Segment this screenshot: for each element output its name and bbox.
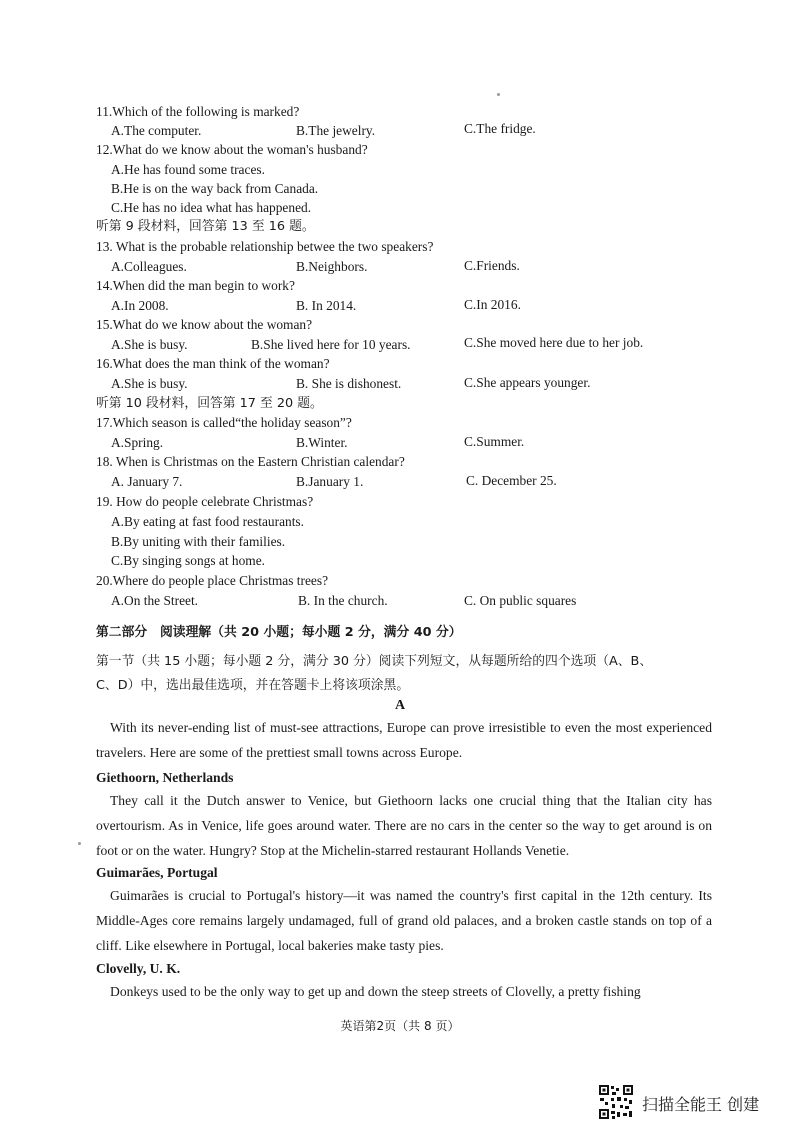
question-16: 16.What does the man think of the woman? [96,356,330,371]
town-heading-giethoorn: Giethoorn, Netherlands [96,770,234,785]
passage-guimaraes [96,883,712,958]
passage-clovelly [96,979,712,1004]
question-13: 13. What is the probable relationship betwee the two speakers? [96,239,434,254]
speck [78,842,81,845]
speck [497,93,500,96]
question-18: 18. When is Christmas on the Eastern Christian calendar? [96,454,405,469]
option-15a: A.She is busy. [111,337,188,352]
question-17: 17.Which season is called“the holiday season”? [96,415,352,430]
page-footer: 英语第2页（共 8 页） [340,1019,460,1033]
giethoorn-paragraph: They call it the Dutch answer to Venice, but Giethoorn lacks one crucial thing that the Italian city has overtourism. As in Venice, life goes around water. There are no cars in the center so the way to get around is on foot or on the water. Hungry? Stop at the Michelin-starred restaurant Hollands Venetie. [96,793,712,858]
clovelly-paragraph: Donkeys used to be the only way to get up and down the steep streets of Clovelly, a pretty fishing [110,984,641,999]
option-13c: C.Friends. [464,258,520,273]
option-19b: B.By uniting with their families. [111,534,286,549]
town-heading-clovelly: Clovelly, U. K. [96,961,181,976]
option-18c: C. December 25. [466,473,557,488]
instruction-segment-9: 听第 9 段材料，回答第 13 至 16 题。 [96,219,315,234]
option-13b: B.Neighbors. [296,259,368,274]
option-13a: A.Colleagues. [111,259,187,274]
option-14b: B. In 2014. [296,298,357,313]
qr-code-icon [598,1084,634,1120]
part-2-title: 第二部分 阅读理解（共 20 小题；每小题 2 分，满分 40 分） [96,625,462,640]
option-20c: C. On public squares [464,593,577,608]
option-14a: A.In 2008. [111,298,169,313]
instruction-segment-10: 听第 10 段材料，回答第 17 至 20 题。 [96,396,323,411]
option-14c: C.In 2016. [464,297,521,312]
section-1-instruction-line2: C、D）中，选出最佳选项，并在答题卡上将该项涂黑。 [96,678,410,693]
option-12a: A.He has found some traces. [111,162,265,177]
passage-intro [96,715,712,765]
question-19: 19. How do people celebrate Christmas? [96,494,314,509]
question-15: 15.What do we know about the woman? [96,317,313,332]
option-11c: C.The fridge. [464,121,536,136]
option-16c: C.She appears younger. [464,375,591,390]
option-18b: B.January 1. [296,474,364,489]
option-19a: A.By eating at fast food restaurants. [111,514,304,529]
option-19c: C.By singing songs at home. [111,553,265,568]
option-20b: B. In the church. [298,593,388,608]
option-18a: A. January 7. [111,474,183,489]
option-15c: C.She moved here due to her job. [464,335,644,350]
option-12c: C.He has no idea what has happened. [111,200,312,215]
option-11b: B.The jewelry. [296,123,376,138]
option-15b: B.She lived here for 10 years. [251,337,411,352]
option-12b: B.He is on the way back from Canada. [111,181,319,196]
guimaraes-paragraph: Guimarães is crucial to Portugal's history—it was named the country's first capital in the 12th century. Its Middle-Ages core remains largely undamaged, full of grand old palaces, and a broken castle stands on top of a cliff. Like elsewhere in Portugal, local bakeries make tasty pies. [96,888,712,953]
option-17b: B.Winter. [296,435,348,450]
option-11a: A.The computer. [111,123,202,138]
town-heading-guimaraes: Guimarães, Portugal [96,865,218,880]
option-16b: B. She is dishonest. [296,376,402,391]
option-20a: A.On the Street. [111,593,199,608]
intro-paragraph: With its never-ending list of must-see attractions, Europe can prove irresistible to even the most experienced travelers. Here are some of the prettiest small towns across Europe. [96,720,712,760]
section-1-instruction-line1: 第一节（共 15 小题；每小题 2 分，满分 30 分）阅读下列短文，从每题所给的四个选项（A、B、 [96,654,653,669]
option-17c: C.Summer. [464,434,525,449]
question-20: 20.Where do people place Christmas trees? [96,573,329,588]
question-14: 14.When did the man begin to work? [96,278,295,293]
passage-giethoorn [96,788,712,863]
option-17a: A.Spring. [111,435,164,450]
question-11: 11.Which of the following is marked? [96,104,300,119]
watermark-text: 扫描全能王 创建 [642,1095,760,1114]
question-12: 12.What do we know about the woman's husband? [96,142,368,157]
passage-label: A [395,698,406,713]
camscanner-watermark [598,1084,788,1120]
option-16a: A.She is busy. [111,376,188,391]
